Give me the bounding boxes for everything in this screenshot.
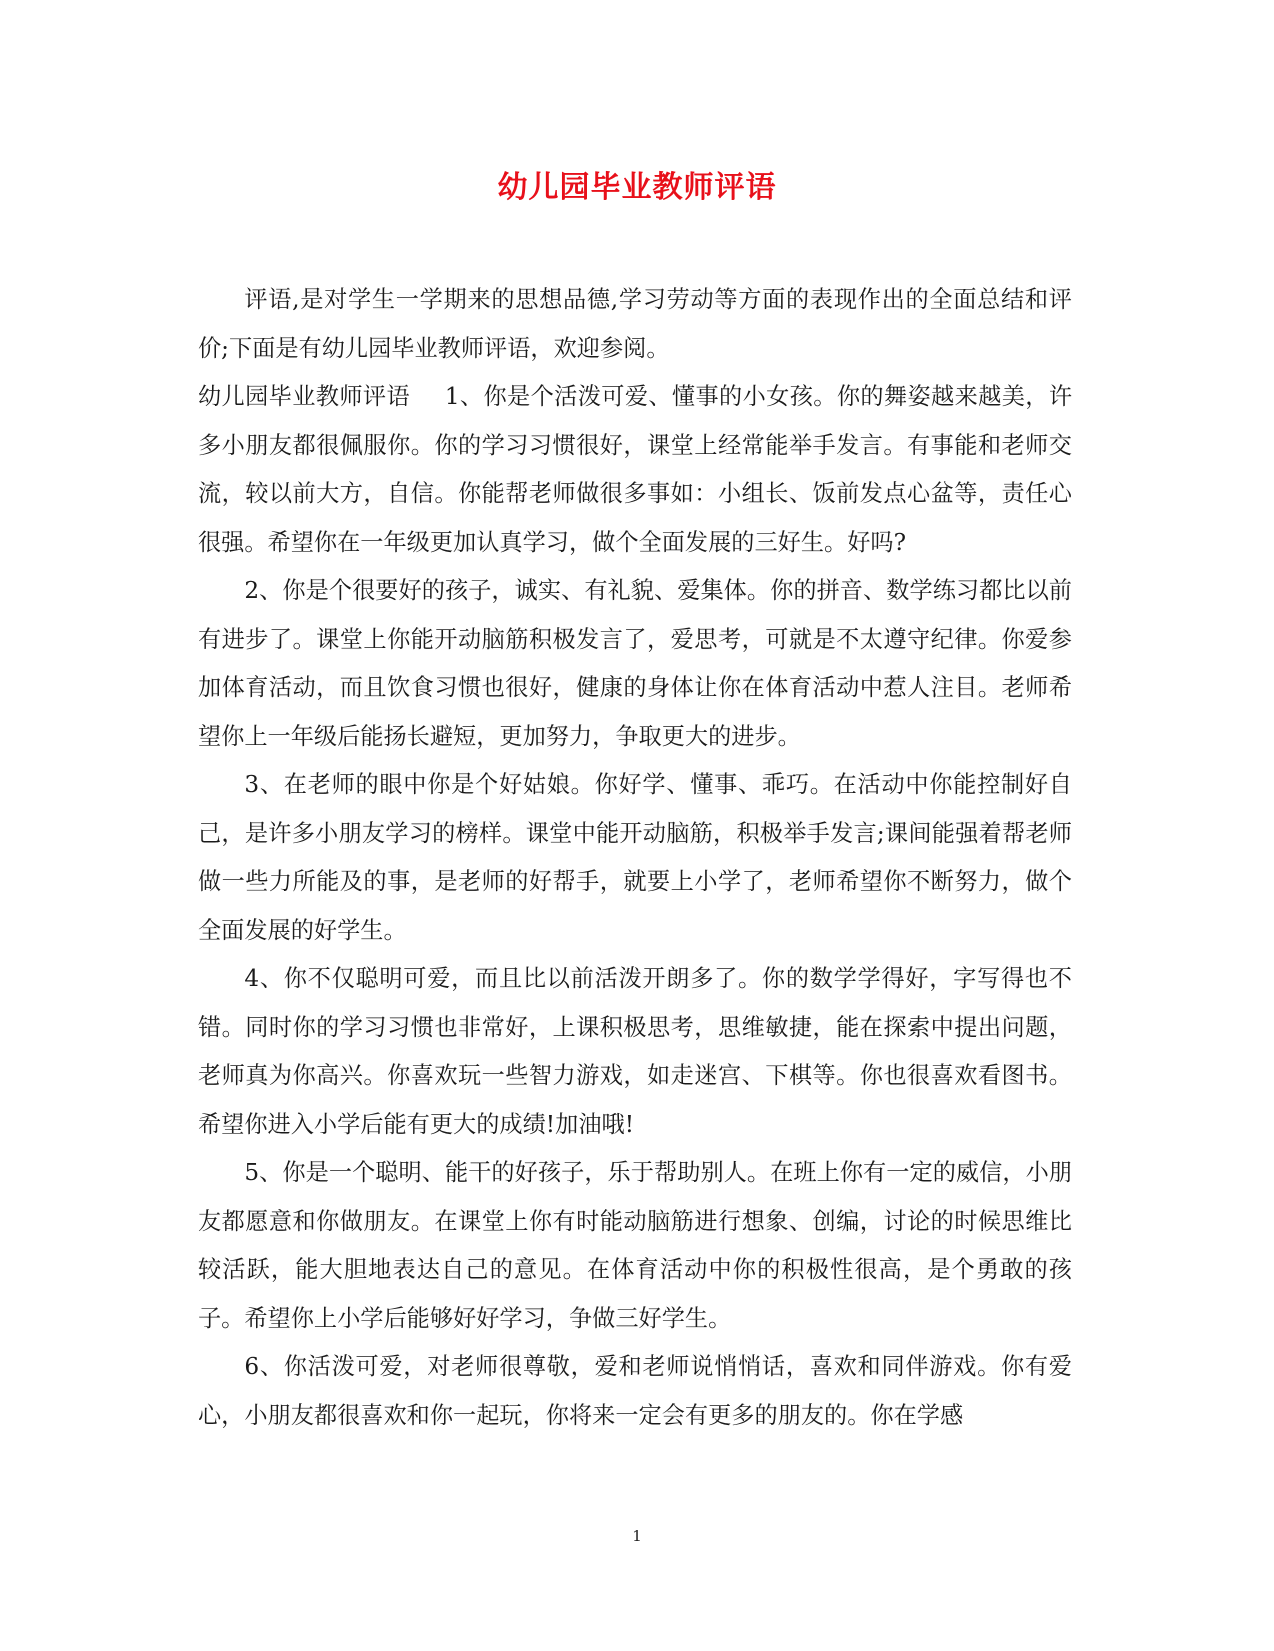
section-heading: 幼儿园毕业教师评语 bbox=[198, 383, 411, 410]
page-number: 1 bbox=[632, 1527, 642, 1545]
comment-paragraph-4: 4、你不仅聪明可爱，而且比以前活泼开朗多了。你的数学学得好，字写得也不错。同时你的学习习惯也非常好，上课积极思考，思维敏捷，能在探索中提出问题，老师真为你高兴。你喜欢玩一些智力游戏，如走迷宫、下棋等。你也很喜欢看图书。希望你进入小学后能有更大的成绩!加油哦! bbox=[198, 965, 1072, 1138]
comment-paragraph-2: 2、你是个很要好的孩子，诚实、有礼貌、爱集体。你的拼音、数学练习都比以前有进步了。课堂上你能开动脑筋积极发言了，爱思考，可就是不太遵守纪律。你爱参加体育活动，而且饮食习惯也很好，健康的身体让你在体育活动中惹人注目。老师希望你上一年级后能扬长避短，更加努力，争取更大的进步。 bbox=[198, 577, 1072, 750]
comment-paragraph-1: 1、你是个活泼可爱、懂事的小女孩。你的舞姿越来越美，许多小朋友都很佩服你。你的学习习惯很好，课堂上经常能举手发言。有事能和老师交流，较以前大方，自信。你能帮老师做很多事如：小组长、饭前发点心盆等，责任心很强。希望你在一年级更加认真学习，做个全面发展的三好生。好吗? bbox=[198, 383, 1073, 556]
document-title: 幼儿园毕业教师评语 bbox=[497, 170, 777, 205]
comment-paragraph-5: 5、你是一个聪明、能干的好孩子，乐于帮助别人。在班上你有一定的威信，小朋友都愿意和你做朋友。在课堂上你有时能动脑筋进行想象、创编，讨论的时候思维比较活跃，能大胆地表达自己的意见。在体育活动中你的积极性很高，是个勇敢的孩子。希望你上小学后能够好好学习，争做三好学生。 bbox=[198, 1159, 1072, 1332]
comment-paragraph-6: 6、你活泼可爱，对老师很尊敬，爱和老师说悄悄话，喜欢和同伴游戏。你有爱心，小朋友都很喜欢和你一起玩，你将来一定会有更多的朋友的。你在学感 bbox=[198, 1353, 1072, 1429]
document-body bbox=[198, 276, 1072, 1440]
intro-paragraph: 评语,是对学生一学期来的思想品德,学习劳动等方面的表现作出的全面总结和评价;下面是有幼儿园毕业教师评语，欢迎参阅。 bbox=[198, 286, 1072, 362]
section-first-paragraph bbox=[198, 373, 1072, 567]
comment-paragraph-3: 3、在老师的眼中你是个好姑娘。你好学、懂事、乖巧。在活动中你能控制好自己，是许多小朋友学习的榜样。课堂中能开动脑筋，积极举手发言;课间能强着帮老师做一些力所能及的事，是老师的好帮手，就要上小学了，老师希望你不断努力，做个全面发展的好学生。 bbox=[198, 771, 1072, 944]
